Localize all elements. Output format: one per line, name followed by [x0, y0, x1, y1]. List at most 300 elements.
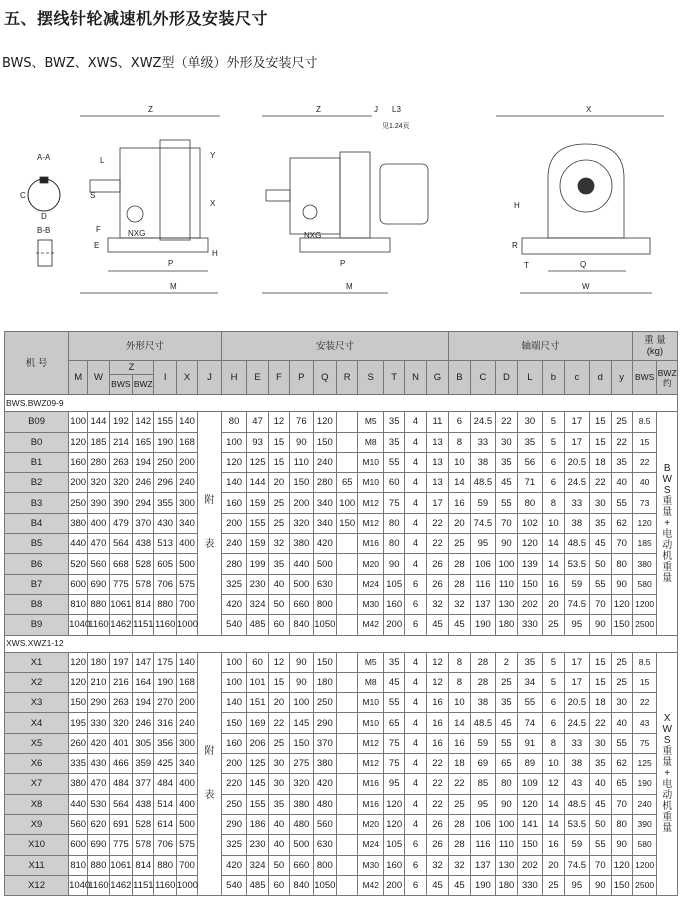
cell-zz: 814: [133, 594, 154, 614]
cell-b: 14: [543, 534, 564, 554]
cell-h: 325: [221, 574, 247, 594]
cell-model: X10: [5, 835, 69, 855]
cell-d: 22: [496, 412, 517, 432]
section-aa-label: A-A: [37, 153, 51, 162]
cell-f: 15: [268, 452, 289, 472]
cell-d: 30: [496, 432, 517, 452]
cell-g: 16: [426, 713, 449, 733]
cell-t: 120: [384, 814, 405, 834]
cell-n: 4: [405, 412, 426, 432]
cell-x: 200: [176, 452, 197, 472]
cell-y: 70: [611, 534, 632, 554]
cell-g: 22: [426, 774, 449, 794]
cell-b: 8: [449, 652, 470, 672]
cell-w: 1160: [88, 875, 109, 895]
cell-model: X11: [5, 855, 69, 875]
cell-f: 30: [268, 754, 289, 774]
cell-h: 80: [221, 412, 247, 432]
cell-b: 20: [449, 513, 470, 533]
cell-y: 90: [611, 835, 632, 855]
shaft-key: [40, 177, 48, 183]
cell-q: 340: [313, 493, 336, 513]
cell-s: M24: [358, 835, 384, 855]
cell-h: 240: [221, 534, 247, 554]
cell-l: 120: [517, 794, 543, 814]
cell-i: 316: [154, 713, 176, 733]
cell-zs: 263: [109, 693, 132, 713]
cell-p: 660: [290, 594, 313, 614]
cell-e: 101: [247, 672, 268, 692]
cell-n: 6: [405, 835, 426, 855]
col-c-lower: c: [564, 361, 590, 395]
weight-note: B W S 重 量 + 电 动 机 重 量: [657, 412, 678, 635]
cell-r: 150: [337, 513, 358, 533]
cell-p: 145: [290, 713, 313, 733]
cell-d: 80: [496, 774, 517, 794]
cell-e: 230: [247, 835, 268, 855]
cell-f: 40: [268, 835, 289, 855]
cell-m: 440: [69, 794, 88, 814]
label-y: Y: [210, 151, 216, 160]
cell-g: 12: [426, 652, 449, 672]
cell-zs: 775: [109, 835, 132, 855]
cell-l: 330: [517, 615, 543, 635]
cell-f: 12: [268, 652, 289, 672]
cell-h: 540: [221, 615, 247, 635]
cell-l: 56: [517, 452, 543, 472]
cell-y: 90: [611, 574, 632, 594]
cell-c: 48.5: [564, 534, 590, 554]
col-e: E: [247, 361, 268, 395]
cell-r: [337, 774, 358, 794]
cell-zs: 1462: [109, 615, 132, 635]
cell-zs: 479: [109, 513, 132, 533]
cell-b: 6: [543, 713, 564, 733]
cell-model: X7: [5, 774, 69, 794]
cell-y: 55: [611, 733, 632, 753]
cell-model: X3: [5, 693, 69, 713]
cell-p: 275: [290, 754, 313, 774]
dimension-table-body: [5, 395, 678, 896]
cell-r: [337, 412, 358, 432]
cell-g: 26: [426, 574, 449, 594]
label-e: E: [94, 241, 100, 250]
cell-c: 74.5: [470, 513, 496, 533]
cell-w: 530: [88, 794, 109, 814]
col-p: P: [290, 361, 313, 395]
cell-t: 35: [384, 412, 405, 432]
cell-n: 4: [405, 672, 426, 692]
cell-g: 13: [426, 452, 449, 472]
cell-d: 22: [590, 473, 611, 493]
cell-h: 100: [221, 652, 247, 672]
cell-zz: 305: [133, 733, 154, 753]
cell-e: 47: [247, 412, 268, 432]
cell-l: 139: [517, 554, 543, 574]
cell-wt: 15: [632, 672, 657, 692]
label-l: L: [100, 156, 105, 165]
cell-zz: 578: [133, 835, 154, 855]
cell-zs: 320: [109, 473, 132, 493]
cell-d: 35: [590, 754, 611, 774]
header-outline: 外形尺寸: [69, 332, 222, 361]
cell-t: 55: [384, 452, 405, 472]
cell-t: 105: [384, 835, 405, 855]
cell-f: 22: [268, 713, 289, 733]
cell-y: 55: [611, 493, 632, 513]
cell-zz: 147: [133, 652, 154, 672]
cell-p: 90: [290, 432, 313, 452]
cell-wt: 8.5: [632, 412, 657, 432]
table-row: [5, 754, 678, 774]
cell-q: 420: [313, 534, 336, 554]
cell-c: 38: [564, 754, 590, 774]
header-weight-label: 重 量: [644, 335, 666, 346]
cell-s: M10: [358, 693, 384, 713]
cell-x: 700: [176, 594, 197, 614]
cell-b: 12: [543, 774, 564, 794]
cell-m: 100: [69, 412, 88, 432]
table-row: [5, 412, 678, 432]
cell-p: 110: [290, 452, 313, 472]
cell-r: [337, 574, 358, 594]
cell-d: 45: [590, 794, 611, 814]
cell-m: 520: [69, 554, 88, 574]
cell-e: 145: [247, 774, 268, 794]
cell-i: 514: [154, 794, 176, 814]
cell-q: 150: [313, 432, 336, 452]
cell-i: 706: [154, 835, 176, 855]
label-nxg: NXG: [128, 229, 146, 238]
cell-f: 50: [268, 855, 289, 875]
cell-b: 8: [449, 672, 470, 692]
cell-t: 95: [384, 774, 405, 794]
cell-p: 500: [290, 574, 313, 594]
cell-e: 93: [247, 432, 268, 452]
cell-b: 16: [449, 493, 470, 513]
cell-g: 13: [426, 473, 449, 493]
cell-y: 22: [611, 432, 632, 452]
cell-wt: 380: [632, 554, 657, 574]
cell-m: 380: [69, 774, 88, 794]
cell-i: 250: [154, 452, 176, 472]
cell-zs: 263: [109, 452, 132, 472]
cell-q: 480: [313, 794, 336, 814]
cell-t: 45: [384, 672, 405, 692]
cell-x: 140: [176, 412, 197, 432]
cell-d: 180: [496, 875, 517, 895]
cell-c: 69: [470, 754, 496, 774]
cell-c: 28: [470, 652, 496, 672]
cell-d: 35: [496, 693, 517, 713]
cell-zs: 668: [109, 554, 132, 574]
cell-c: 85: [470, 774, 496, 794]
cell-r: [337, 652, 358, 672]
cell-c: 38: [564, 513, 590, 533]
cell-p: 440: [290, 554, 313, 574]
label-s: S: [90, 191, 96, 200]
col-n: N: [405, 361, 426, 395]
cell-b: 14: [543, 814, 564, 834]
cell-i: 513: [154, 534, 176, 554]
cell-w: 390: [88, 493, 109, 513]
cell-h: 325: [221, 835, 247, 855]
cell-r: [337, 814, 358, 834]
cell-y: 150: [611, 875, 632, 895]
cell-m: 380: [69, 513, 88, 533]
drawing-bws-side: [80, 105, 220, 293]
cell-wt: 580: [632, 835, 657, 855]
cell-b: 25: [543, 615, 564, 635]
cell-w: 330: [88, 713, 109, 733]
cell-s: M16: [358, 534, 384, 554]
xws-housing: [340, 152, 370, 238]
cell-m: 120: [69, 652, 88, 672]
cell-e: 151: [247, 693, 268, 713]
cell-x: 400: [176, 794, 197, 814]
cell-t: 75: [384, 733, 405, 753]
cell-wt: 1200: [632, 855, 657, 875]
cell-e: 159: [247, 493, 268, 513]
cell-m: 160: [69, 452, 88, 472]
cell-d: 90: [496, 794, 517, 814]
cell-c: 48.5: [564, 794, 590, 814]
label-p2: P: [340, 259, 346, 268]
cell-i: 614: [154, 814, 176, 834]
cell-l: 202: [517, 594, 543, 614]
cell-c: 190: [470, 615, 496, 635]
cell-n: 6: [405, 855, 426, 875]
cell-zz: 578: [133, 574, 154, 594]
table-row: [5, 814, 678, 834]
cell-m: 335: [69, 754, 88, 774]
cell-h: 160: [221, 493, 247, 513]
cell-d: 15: [590, 412, 611, 432]
cell-c: 74.5: [564, 594, 590, 614]
cell-f: 15: [268, 432, 289, 452]
cell-zs: 192: [109, 412, 132, 432]
cell-f: 32: [268, 534, 289, 554]
col-weight-bwz: BWZ约: [657, 361, 678, 395]
cell-i: 190: [154, 672, 176, 692]
cell-d: 45: [496, 713, 517, 733]
label-j: J: [374, 105, 378, 114]
cell-c: 38: [470, 452, 496, 472]
cell-b: 14: [449, 713, 470, 733]
cell-model: B9: [5, 615, 69, 635]
cell-e: 125: [247, 452, 268, 472]
cell-d: 15: [590, 432, 611, 452]
col-f: F: [268, 361, 289, 395]
cell-n: 4: [405, 754, 426, 774]
cell-n: 4: [405, 452, 426, 472]
cell-b: 32: [449, 855, 470, 875]
cell-x: 168: [176, 672, 197, 692]
cell-zz: 1151: [133, 875, 154, 895]
section-bb-label: B-B: [37, 226, 51, 235]
cell-p: 200: [290, 493, 313, 513]
cell-t: 35: [384, 652, 405, 672]
nxg-nameplate: [127, 206, 143, 222]
cell-q: 150: [313, 652, 336, 672]
cell-t: 35: [384, 432, 405, 452]
cell-e: 324: [247, 594, 268, 614]
cell-model: B0: [5, 432, 69, 452]
cell-h: 100: [221, 672, 247, 692]
header-weight: [632, 332, 677, 361]
section-views: [20, 153, 60, 266]
cell-p: 840: [290, 875, 313, 895]
table-row: [5, 733, 678, 753]
cell-l: 74: [517, 713, 543, 733]
cell-x: 400: [176, 774, 197, 794]
cell-t: 200: [384, 875, 405, 895]
cell-s: M16: [358, 774, 384, 794]
cell-g: 16: [426, 693, 449, 713]
cell-d: 70: [590, 855, 611, 875]
cell-i: 706: [154, 574, 176, 594]
cell-g: 26: [426, 835, 449, 855]
cell-h: 420: [221, 855, 247, 875]
cell-q: 1050: [313, 875, 336, 895]
col-t: T: [384, 361, 405, 395]
cell-s: M16: [358, 794, 384, 814]
cell-c: 33: [470, 432, 496, 452]
label-d: D: [41, 212, 47, 221]
cell-x: 300: [176, 493, 197, 513]
cell-zz: 165: [133, 432, 154, 452]
cell-l: 150: [517, 574, 543, 594]
cell-f: 35: [268, 554, 289, 574]
cell-r: [337, 713, 358, 733]
cell-w: 185: [88, 432, 109, 452]
cell-d: 18: [590, 693, 611, 713]
cell-t: 55: [384, 693, 405, 713]
cell-y: 35: [611, 452, 632, 472]
header-mount: 安装尺寸: [221, 332, 448, 361]
cell-zz: 194: [133, 452, 154, 472]
cell-y: 80: [611, 814, 632, 834]
cell-zz: 370: [133, 513, 154, 533]
cell-l: 71: [517, 473, 543, 493]
cell-c: 95: [564, 615, 590, 635]
cell-wt: 15: [632, 432, 657, 452]
cell-f: 40: [268, 574, 289, 594]
cell-w: 290: [88, 693, 109, 713]
cell-c: 116: [470, 574, 496, 594]
col-y: y: [611, 361, 632, 395]
cell-f: 20: [268, 693, 289, 713]
cell-d: 90: [590, 615, 611, 635]
cell-q: 240: [313, 452, 336, 472]
cell-l: 91: [517, 733, 543, 753]
cell-y: 80: [611, 554, 632, 574]
cell-c: 20.5: [564, 693, 590, 713]
col-d-lower: d: [590, 361, 611, 395]
cell-c: 53.5: [564, 554, 590, 574]
cell-p: 840: [290, 615, 313, 635]
cell-y: 70: [611, 794, 632, 814]
cell-s: M8: [358, 672, 384, 692]
cell-x: 575: [176, 574, 197, 594]
cell-model: B1: [5, 452, 69, 472]
cell-zz: 294: [133, 493, 154, 513]
table-row: [5, 452, 678, 472]
cell-f: 60: [268, 615, 289, 635]
cell-q: 380: [313, 754, 336, 774]
cell-m: 1040: [69, 615, 88, 635]
label-h3: H: [514, 201, 520, 210]
cell-w: 1160: [88, 615, 109, 635]
cell-d: 30: [590, 733, 611, 753]
shaft-section-circle: [28, 179, 60, 211]
cell-w: 430: [88, 754, 109, 774]
xws-output-shaft: [266, 190, 290, 201]
cell-n: 4: [405, 733, 426, 753]
cell-model: B09: [5, 412, 69, 432]
label-h: H: [212, 249, 218, 258]
cell-zz: 528: [133, 554, 154, 574]
cell-model: X2: [5, 672, 69, 692]
cell-zs: 691: [109, 814, 132, 834]
cell-m: 195: [69, 713, 88, 733]
cell-d: 130: [496, 855, 517, 875]
cell-t: 120: [384, 794, 405, 814]
cell-p: 320: [290, 774, 313, 794]
cell-e: 230: [247, 574, 268, 594]
cell-y: 40: [611, 713, 632, 733]
xws-base: [300, 238, 390, 252]
label-x: X: [210, 199, 216, 208]
cell-g: 11: [426, 412, 449, 432]
cell-model: B8: [5, 594, 69, 614]
cell-w: 420: [88, 733, 109, 753]
cell-e: 206: [247, 733, 268, 753]
cell-d: 35: [496, 452, 517, 472]
cell-f: 12: [268, 412, 289, 432]
drawing-front: [496, 105, 664, 293]
cell-w: 320: [88, 473, 109, 493]
col-h: H: [221, 361, 247, 395]
dimension-drawings: [0, 88, 680, 320]
cell-model: X6: [5, 754, 69, 774]
cell-d: 90: [496, 534, 517, 554]
cell-n: 4: [405, 794, 426, 814]
cell-r: [337, 594, 358, 614]
cell-b: 5: [543, 412, 564, 432]
cell-c: 137: [470, 855, 496, 875]
cell-b: 28: [449, 554, 470, 574]
cell-b: 22: [449, 774, 470, 794]
cell-wt: 240: [632, 794, 657, 814]
table-row: [5, 875, 678, 895]
cell-wt: 2500: [632, 615, 657, 635]
cell-x: 700: [176, 855, 197, 875]
cell-h: 200: [221, 754, 247, 774]
cell-model: B4: [5, 513, 69, 533]
cell-n: 4: [405, 513, 426, 533]
table-row: [5, 615, 678, 635]
cell-c: 48.5: [470, 713, 496, 733]
cell-h: 150: [221, 713, 247, 733]
cell-w: 210: [88, 672, 109, 692]
cell-model: X4: [5, 713, 69, 733]
label-p: P: [168, 259, 174, 268]
cell-b: 25: [449, 794, 470, 814]
cell-c: 137: [470, 594, 496, 614]
cell-b: 10: [449, 693, 470, 713]
cell-model: B5: [5, 534, 69, 554]
